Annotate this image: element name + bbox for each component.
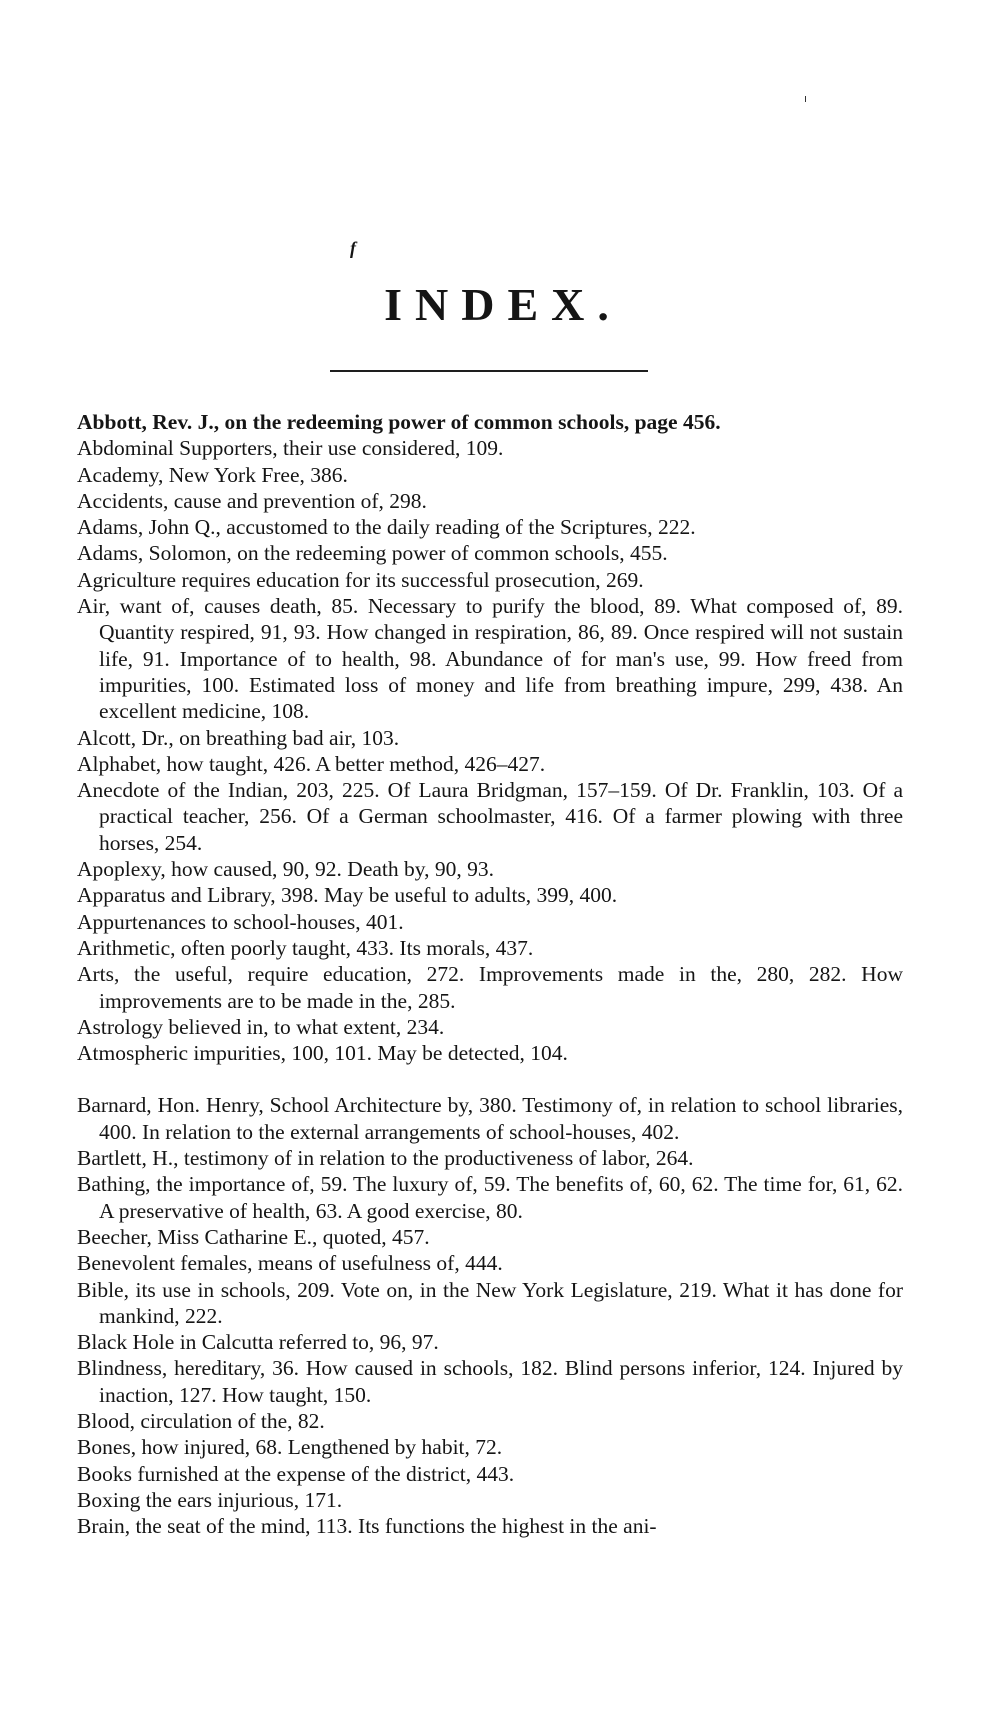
index-entry: Adams, Solomon, on the redeeming power of common schools, 455. [77, 541, 668, 566]
index-entry: Arithmetic, often poorly taught, 433. Its morals, 437. [77, 935, 534, 960]
index-entry: Academy, New York Free, 386. [77, 462, 348, 487]
index-entry: Abbott, Rev. J., on the redeeming power of common schools, page 456. [77, 410, 721, 434]
index-entry: Arts, the useful, require education, 272. Improvements made in the, 280, 282. How improvements are to be made in the, 285. [77, 962, 903, 1013]
index-entry: Accidents, cause and prevention of, 298. [77, 488, 427, 513]
index-entry: Astrology believed in, to what extent, 234. [77, 1014, 445, 1039]
index-group-a [77, 409, 903, 1066]
index-entry: Blindness, hereditary, 36. How caused in schools, 182. Blind persons inferior, 124. Injured by inaction, 127. How taught, 150. [77, 1356, 903, 1407]
index-entry: Barnard, Hon. Henry, School Architecture by, 380. Testimony of, in relation to school libraries, 400. In relation to the external arrangements of school-houses, 402. [77, 1093, 903, 1144]
index-entry: Atmospheric impurities, 100, 101. May be detected, 104. [77, 1041, 568, 1066]
index-entry: Bones, how injured, 68. Lengthened by habit, 72. [77, 1435, 503, 1460]
index-entry: Blood, circulation of the, 82. [77, 1408, 325, 1433]
index-entry: Boxing the ears injurious, 171. [77, 1487, 343, 1512]
page-title: INDEX. [384, 279, 622, 330]
index-entry: Benevolent females, means of usefulness of, 444. [77, 1251, 503, 1276]
index-entries [77, 409, 903, 1539]
stray-mark: f [350, 238, 356, 258]
index-entry: Anecdote of the Indian, 203, 225. Of Laura Bridgman, 157–159. Of Dr. Franklin, 103. Of a practical teacher, 256. Of a German schoolmaster, 416. Of a farmer plowing with three horses, 254. [77, 778, 903, 855]
index-entry: Bathing, the importance of, 59. The luxury of, 59. The benefits of, 60, 62. The time for, 61, 62. A preservative of health, 63. A good exercise, 80. [77, 1172, 903, 1223]
index-entry: Black Hole in Calcutta referred to, 96, 97. [77, 1330, 439, 1355]
title-rule [330, 370, 648, 372]
index-entry: Alphabet, how taught, 426. A better method, 426–427. [77, 751, 546, 776]
index-entry: Alcott, Dr., on breathing bad air, 103. [77, 725, 400, 750]
corner-speck [805, 96, 806, 102]
index-entry: Agriculture requires education for its successful prosecution, 269. [77, 567, 644, 592]
index-entry: Apoplexy, how caused, 90, 92. Death by, 90, 93. [77, 857, 494, 882]
index-entry: Brain, the seat of the mind, 113. Its functions the highest in the ani- [77, 1514, 657, 1539]
index-group-b [77, 1092, 903, 1539]
index-entry: Abdominal Supporters, their use considered, 109. [77, 436, 504, 461]
index-entry: Apparatus and Library, 398. May be useful to adults, 399, 400. [77, 883, 618, 908]
index-entry: Adams, John Q., accustomed to the daily reading of the Scriptures, 222. [77, 515, 696, 540]
index-entry: Air, want of, causes death, 85. Necessary to purify the blood, 89. What composed of, 89. Quantity respired, 91, 93. How changed in respiration, 86, 89. Once respired will not sustain life, 91. Importance of to health, 98. Abundance of for man's use, 99. How freed from impurities, 100. Estimated loss of money and life from breathing impure, 299, 438. An excellent medicine, 108. [77, 594, 903, 724]
index-entry: Bartlett, H., testimony of in relation to the productiveness of labor, 264. [77, 1146, 694, 1171]
index-entry: Books furnished at the expense of the district, 443. [77, 1461, 515, 1486]
index-entry: Beecher, Miss Catharine E., quoted, 457. [77, 1224, 430, 1249]
index-entry: Bible, its use in schools, 209. Vote on, in the New York Legislature, 219. What it has done for mankind, 222. [77, 1277, 903, 1328]
index-entry: Appurtenances to school-houses, 401. [77, 909, 404, 934]
